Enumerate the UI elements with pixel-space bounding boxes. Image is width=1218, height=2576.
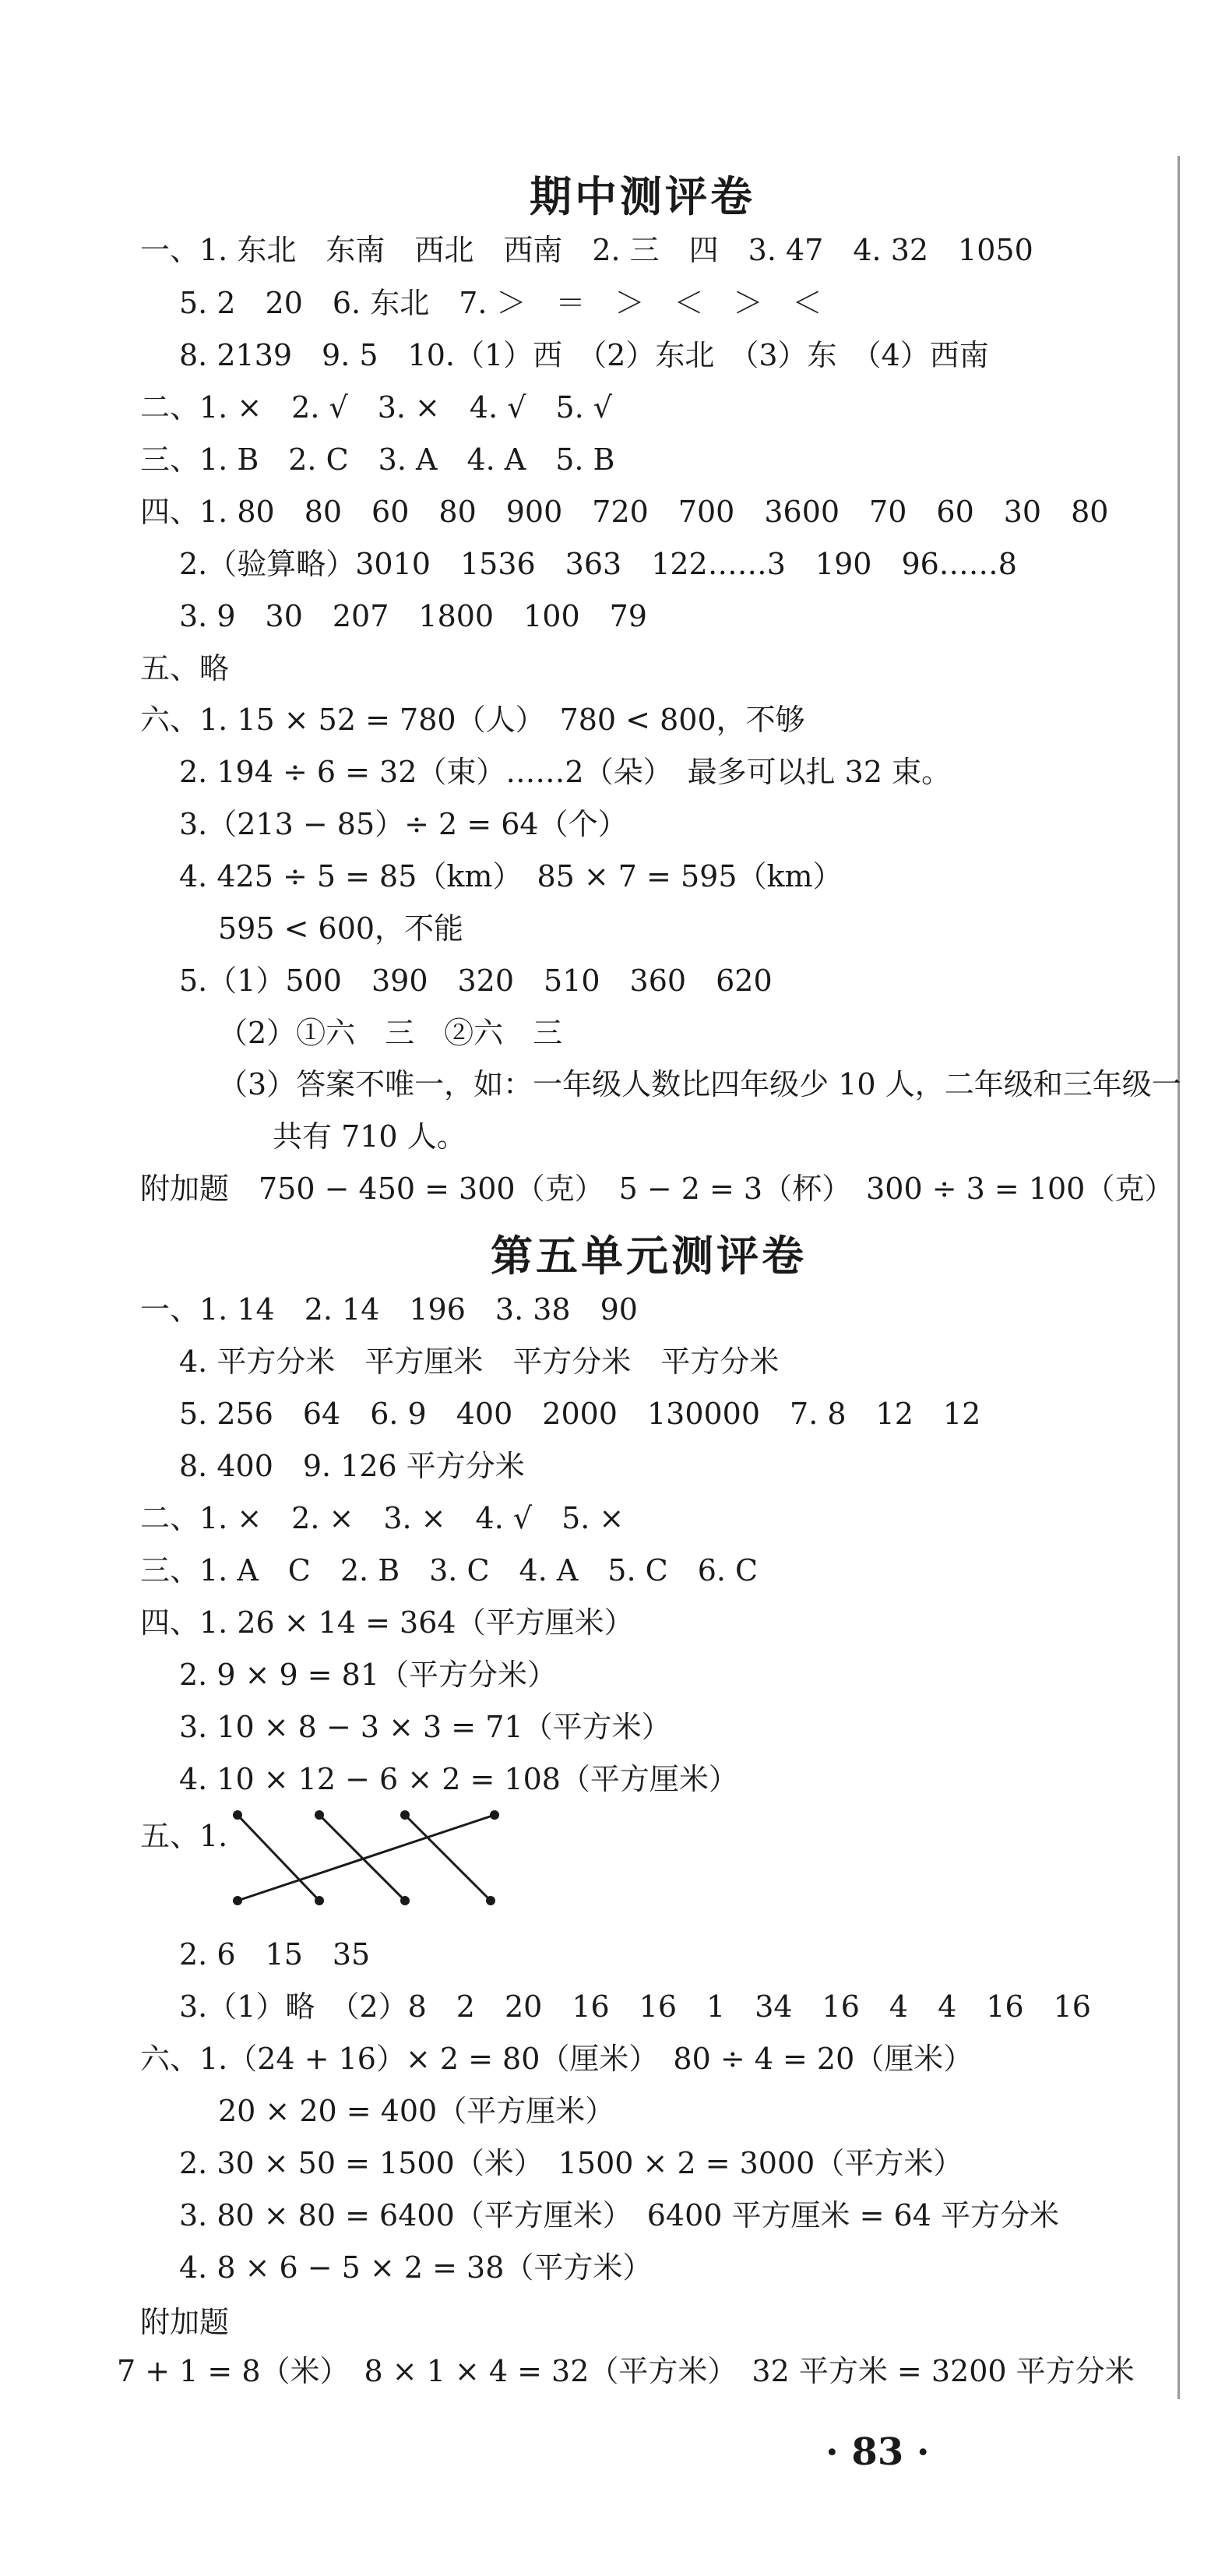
answer-line: 3. 10 × 8 − 3 × 3 = 71（平方米） [179,1710,671,1744]
answer-line: 三、1. A C 2. B 3. C 4. A 5. C 6. C [140,1553,759,1588]
answer-line: 一、1. 14 2. 14 196 3. 38 90 [140,1292,638,1327]
section-title-unit5: 第五单元测评卷 [491,1231,807,1281]
answer-line: 3. 80 × 80 = 6400（平方厘米） 6400 平方厘米 = 64 平方分米 [179,2198,1059,2232]
matching-lines-diagram [218,1792,514,1932]
answer-line: 20 × 20 = 400（平方厘米） [218,2094,615,2128]
answer-line: 六、1. 15 × 52 = 780（人） 780 < 800，不够 [140,703,805,737]
answer-line: 四、1. 26 × 14 = 364（平方厘米） [140,1605,634,1640]
answer-line: 3.（1）略 （2）8 2 20 16 16 1 34 16 4 4 16 16 [179,1989,1091,2024]
answer-line: 4. 平方分米 平方厘米 平方分米 平方分米 [179,1344,780,1379]
answer-line: 5. 2 20 6. 东北 7. ＞ ＝ ＞ ＜ ＞ ＜ [179,286,822,320]
answer-line: 5. 256 64 6. 9 400 2000 130000 7. 8 12 12 [179,1397,981,1431]
answer-line: 3. 9 30 207 1800 100 79 [179,599,647,633]
answer-line: 二、1. × 2. √ 3. × 4. √ 5. √ [140,390,612,425]
answer-line: 595 < 600，不能 [218,911,464,946]
answer-line: 8. 2139 9. 5 10.（1）西 （2）东北 （3）东 （4）西南 [179,338,989,372]
answer-line: 2. 30 × 50 = 1500（米） 1500 × 2 = 3000（平方米） [179,2146,963,2180]
answer-line: 五、略 [140,651,230,685]
answer-line: 2.（验算略）3010 1536 363 122……3 190 96……8 [179,547,1017,581]
answer-line: 8. 400 9. 126 平方分米 [179,1449,525,1483]
answer-line: 2. 9 × 9 = 81（平方分米） [179,1658,558,1692]
answer-line: 7 + 1 = 8（米） 8 × 1 × 4 = 32（平方米） 32 平方米 = 3200 平方分米 [117,2354,1135,2388]
answer-line: 4. 10 × 12 − 6 × 2 = 108（平方厘米） [179,1762,738,1796]
page-edge-rule [1178,156,1180,2399]
answer-line: 四、1. 80 80 60 80 900 720 700 3600 70 60 30 80 [140,495,1109,529]
answer-line: 3.（213 − 85）÷ 2 = 64（个） [179,807,628,841]
section-title-midterm: 期中测评卷 [530,171,755,221]
answer-line: 一、1. 东北 东南 西北 西南 2. 三 四 3. 47 4. 32 1050 [140,233,1033,267]
answer-line: 2. 6 15 35 [179,1937,371,1972]
answer-line: 二、1. × 2. × 3. × 4. √ 5. × [140,1501,625,1535]
answer-line: 三、1. B 2. C 3. A 4. A 5. B [140,442,615,477]
answer-line: 5.（1）500 390 320 510 360 620 [179,964,773,998]
answer-line: 六、1.（24 + 16）× 2 = 80（厘米） 80 ÷ 4 = 20（厘米） [140,2042,973,2076]
answer-line: （2）①六 三 ②六 三 [218,1016,563,1050]
answer-line: 附加题 [140,2305,230,2339]
answer-line: 4. 425 ÷ 5 = 85（km） 85 × 7 = 595（km） [179,859,843,893]
answer-line: 附加题 750 − 450 = 300（克） 5 − 2 = 3（杯） 300 ÷ 3 = 100（克） [140,1172,1174,1206]
answer-line: （3）答案不唯一，如：一年级人数比四年级少 10 人，二年级和三年级一 [218,1067,1181,1101]
answer-line: 2. 194 ÷ 6 = 32（束）……2（朵） 最多可以扎 32 束。 [179,755,952,789]
answer-line: 五、1. [140,1819,228,1853]
answer-line: 4. 8 × 6 − 5 × 2 = 38（平方米） [179,2250,653,2285]
answer-line: 共有 710 人。 [273,1119,466,1154]
page-number: · 83 · [825,2430,930,2474]
